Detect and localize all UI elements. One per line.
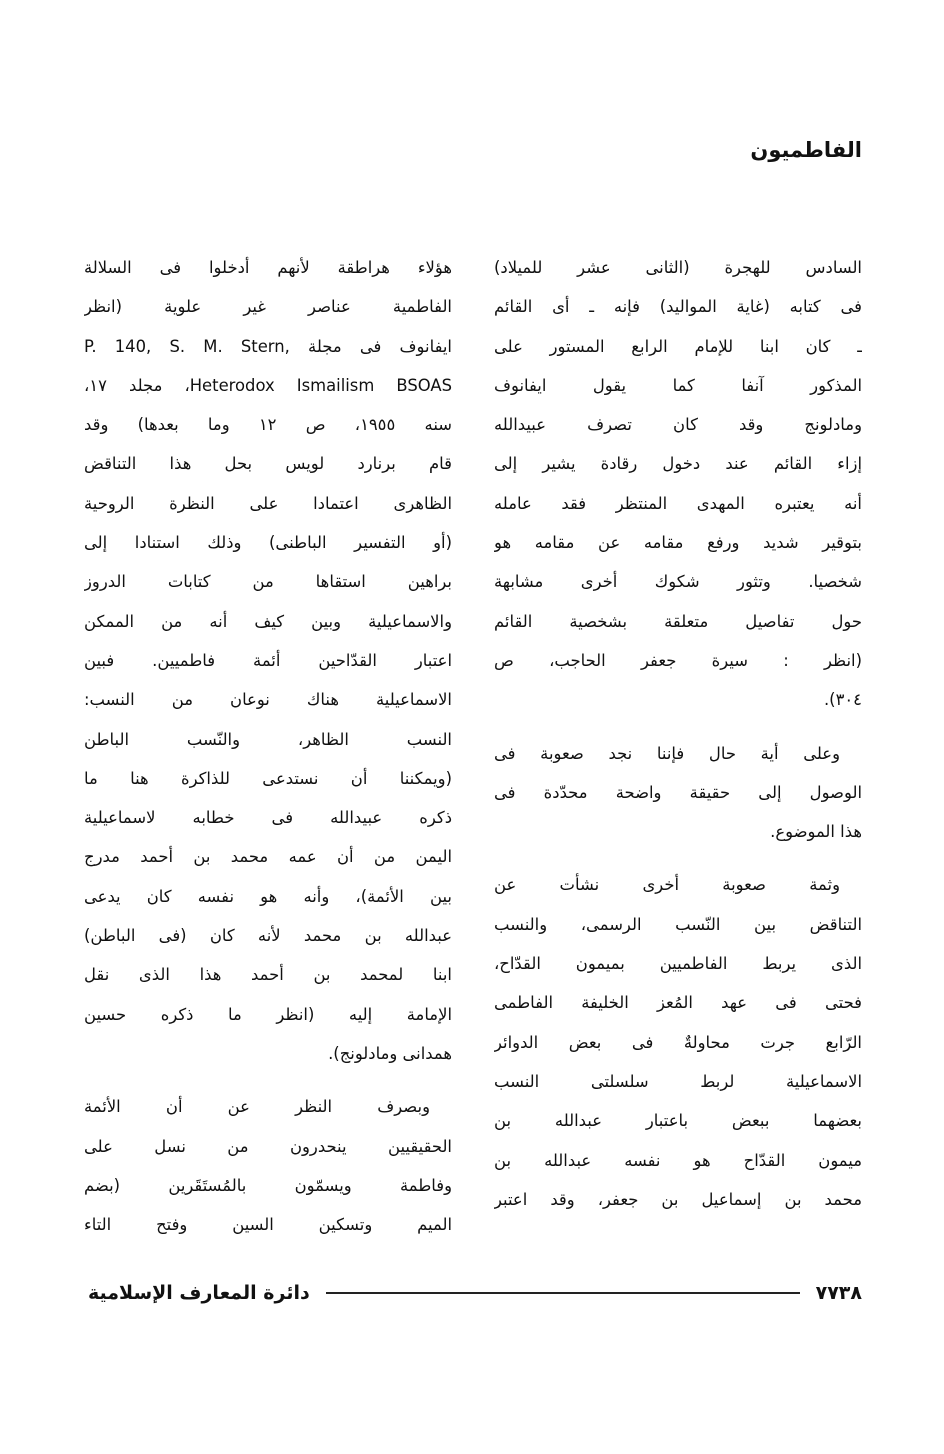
text-line: براهين استقاها من كتابات الدروز (84, 572, 452, 592)
text-line: (انظر : سيرة جعفر الحاجب، ص (494, 650, 862, 670)
text-line: (أو التفسير الباطنى) وذلك استنادا إلى (84, 533, 452, 553)
paragraph (84, 248, 452, 1073)
text-line: ومادلونج وقد كان تصرف عبيدالله (494, 415, 862, 435)
text-line: الوصول إلى حقيقة واضحة محدّدة فى (494, 782, 862, 802)
text-line: أنه يعتبره المهدى المنتظر فقد عامله (494, 493, 862, 513)
text-line: (ويمكننا أن نستدعى للذاكرة هنا ما (84, 768, 452, 788)
text-line: فحتى فى عهد المُعز الخليفة الفاطمى (494, 993, 862, 1013)
text-line: إزاء القائم عند دخول رقادة يشير إلى (494, 454, 862, 474)
text-line: ٣٠٤). (823, 690, 862, 710)
text-line: شخصيا. وتثور شكوك أخرى مشابهة (494, 572, 862, 592)
text-line: المذكور آنفا كما يقول ايفانوف (494, 375, 862, 395)
text-line: بتوقير شديد ورفع مقامه عن مقامه هو (494, 533, 862, 553)
text-line: ابنا لمحمد بن أحمد هذا الذى نقل (84, 965, 452, 985)
text-line: الحقيقيين ينحدرون من نسل على (84, 1136, 452, 1156)
text-line: الميم وتسكين السين وفتح التاء (84, 1215, 452, 1235)
text-line: التناقض بين النّسب الرسمى، والنسب (494, 914, 862, 934)
text-line: عبدالله بن محمد لأنه كان (فى الباطن) (84, 926, 452, 946)
text-line: ـ كان ابنا للإمام الرابع المستور على (494, 336, 862, 356)
text-line: اليمن من أن عمه محمد بن أحمد مدرج (84, 847, 452, 867)
text-line: ميمون القدّاح هو نفسه عبدالله بن (494, 1150, 862, 1170)
publication-title: دائرة المعارف الإسلامية (88, 1282, 310, 1304)
text-line: وفاطمة ويسمّون بالمُستَقَرين (بضم (84, 1175, 452, 1195)
paragraph (494, 734, 862, 852)
text-line: حول تفاصيل متعلقة بشخصية القائم (494, 611, 862, 631)
paragraph (494, 248, 862, 720)
paragraph (494, 865, 862, 1219)
paragraph (84, 1087, 452, 1244)
text-line: الذى يربط الفاطميين بميمون القدّاح، (494, 954, 862, 974)
text-line: هؤلاء هراطقة لأنهم أدخلوا فى السلالة (84, 258, 452, 277)
text-line: Heterodox Ismailism BSOAS، مجلد ١٧، (84, 375, 452, 395)
text-line: الفاطمية عناصر غير علوية (انظر (84, 297, 452, 317)
text-line: ايفانوف فى مجلة ,P. 140, S. M. Stern (84, 336, 452, 356)
text-line: وبصرف النظر عن أن الأئمة (84, 1097, 430, 1117)
page-number: ٧٧٣٨ (815, 1282, 862, 1304)
text-line: الظاهرى اعتمادا على النظرة الروحية (84, 493, 452, 513)
text-line: سنه ١٩٥٥، ص ١٢ وما بعدها) وقد (84, 415, 452, 435)
running-head-title: الفاطميون (750, 138, 862, 162)
text-line: هذا الموضوع. (770, 822, 862, 842)
text-line: فى كتابه (غاية المواليد) فإنه ـ أى القائم (494, 297, 862, 317)
text-line: الإمامة إليه (انظر ما ذكره حسين (84, 1004, 452, 1024)
page-footer (88, 1278, 862, 1308)
text-line: بعضهما ببعض باعتبار عبدالله بن (494, 1111, 862, 1131)
text-line: محمد بن إسماعيل بن جعفر، وقد اعتبر (494, 1189, 862, 1209)
text-line: الاسماعيلية لربط سلسلتى النسب (494, 1071, 862, 1091)
text-line: الرّابع جرت محاولةٌ فى بعض الدوائر (494, 1032, 862, 1052)
text-line: بين الأئمة)، وأنه هو نفسه كان يدعى (84, 886, 452, 906)
text-line: النسب الظاهر، والنّسب الباطن (84, 729, 452, 749)
footer-rule (326, 1292, 800, 1294)
text-line: والاسماعيلية وبين كيف أنه من الممكن (84, 611, 452, 631)
text-line: ذكره عبيدالله فى خطابه لاسماعيلية (84, 808, 452, 828)
right-text-column (494, 248, 862, 1219)
text-line: وثمة صعوبة أخرى نشأت عن (494, 875, 840, 895)
text-line: السادس للهجرة (الثانى عشر للميلاد) (494, 258, 862, 277)
text-line: وعلى أية حال فإننا نجد صعوبة فى (494, 743, 840, 763)
text-line: قام برنارد لويس بحل هذا التناقض (84, 454, 452, 474)
left-text-column (84, 248, 452, 1244)
text-line: همدانى ومادلونج). (328, 1043, 452, 1063)
text-line: الاسماعيلية هناك نوعان من النسب: (84, 690, 452, 710)
text-line: اعتبار القدّاحين أئمة فاطميين. فبين (84, 650, 452, 670)
